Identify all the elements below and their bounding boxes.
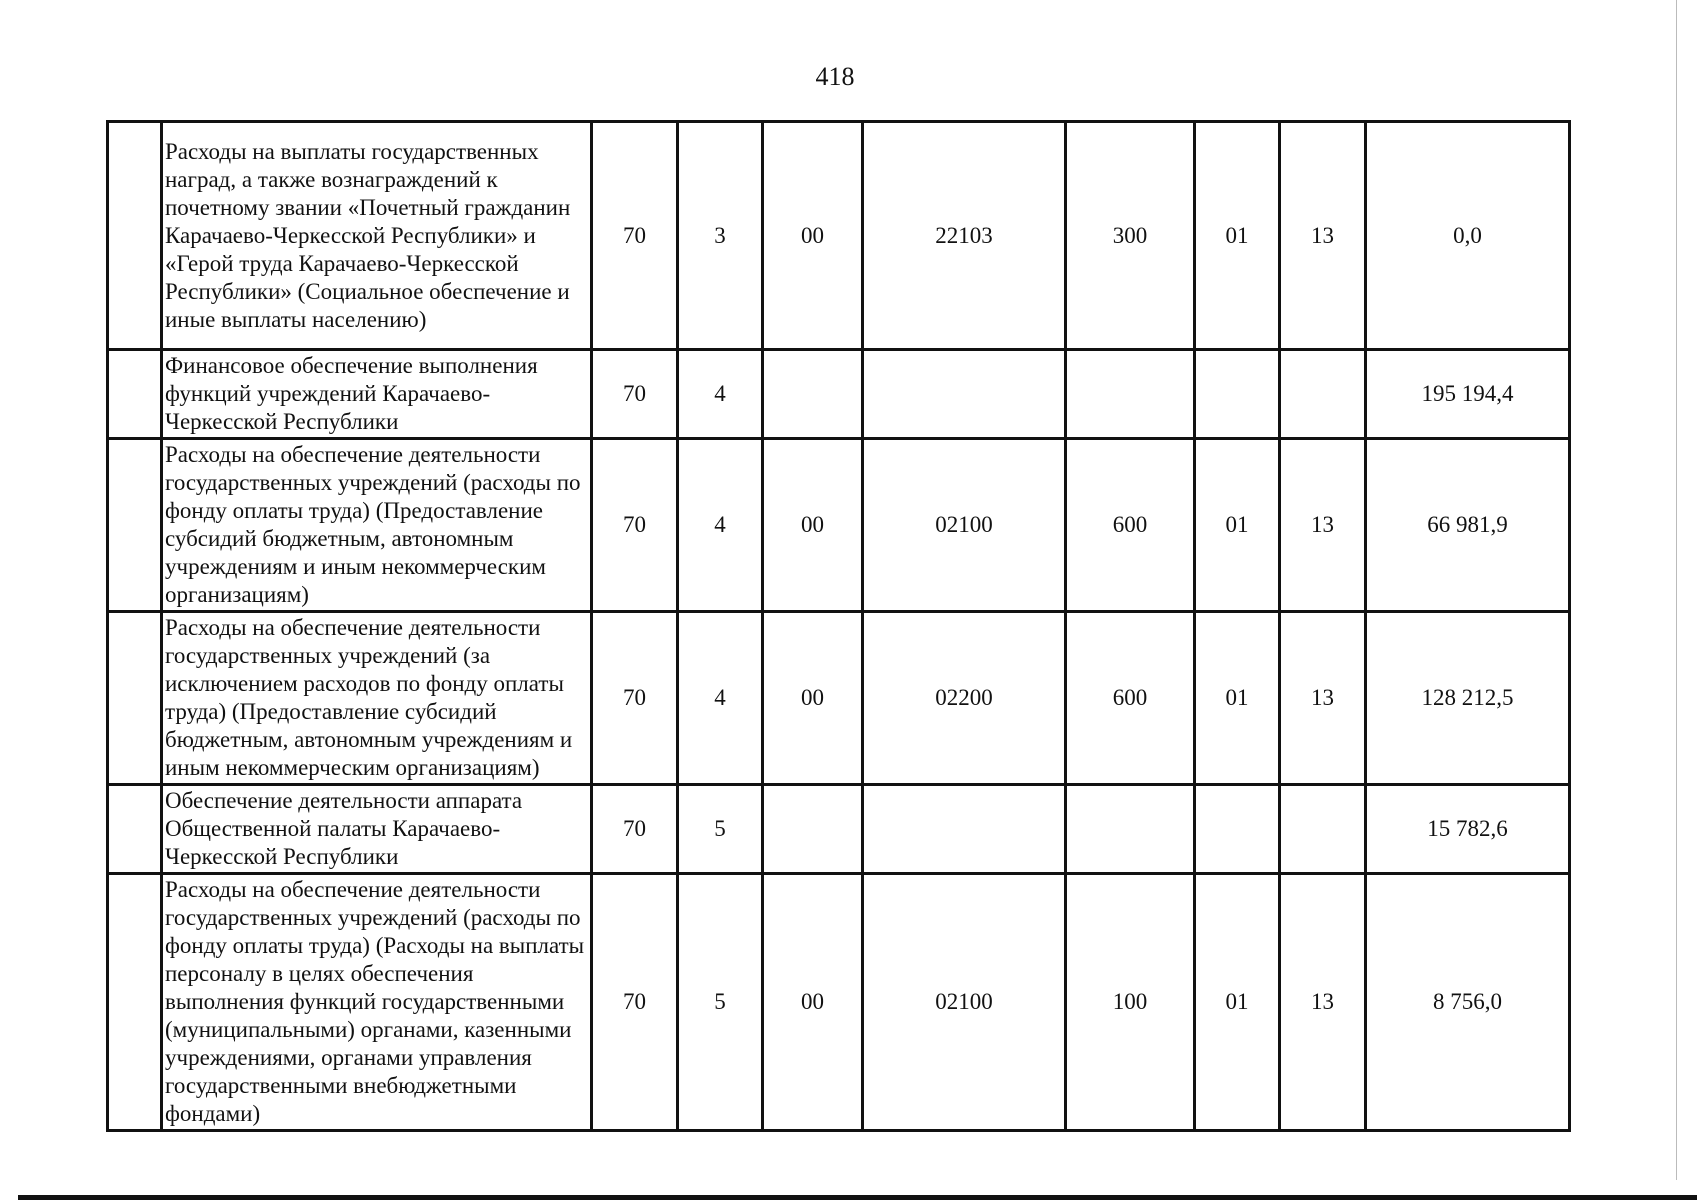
code-cell-1: 70 [592, 785, 678, 874]
index-cell [108, 122, 162, 350]
code-cell-7: 13 [1280, 439, 1366, 612]
code-cell-3: 00 [763, 439, 863, 612]
code-cell-4 [863, 350, 1066, 439]
table-row [108, 122, 1570, 350]
code-cell-1: 70 [592, 439, 678, 612]
code-cell-7 [1280, 350, 1366, 439]
code-cell-5: 600 [1066, 439, 1195, 612]
code-cell-4: 02100 [863, 439, 1066, 612]
amount-cell: 66 981,9 [1366, 439, 1570, 612]
amount-cell: 128 212,5 [1366, 612, 1570, 785]
table-row [108, 612, 1570, 785]
table-row [108, 785, 1570, 874]
page-number: 418 [815, 62, 855, 91]
code-cell-5: 300 [1066, 122, 1195, 350]
code-cell-6: 01 [1195, 122, 1280, 350]
amount-cell: 15 782,6 [1366, 785, 1570, 874]
code-cell-6 [1195, 785, 1280, 874]
code-cell-5: 600 [1066, 612, 1195, 785]
index-cell [108, 439, 162, 612]
table-row [108, 350, 1570, 439]
code-cell-3: 00 [763, 612, 863, 785]
code-cell-4: 02200 [863, 612, 1066, 785]
index-cell [108, 612, 162, 785]
description-cell: Расходы на обеспечение деятельности государственных учреждений (за исключением расходов по фонду оплаты труда) (Предоставление субсидий бюджетным, автономным учреждениям и иным некоммерческим организациям) [162, 612, 592, 785]
index-cell [108, 785, 162, 874]
code-cell-7: 13 [1280, 612, 1366, 785]
code-cell-5 [1066, 785, 1195, 874]
code-cell-2: 3 [678, 122, 763, 350]
budget-table [106, 120, 1571, 1132]
description-cell: Расходы на обеспечение деятельности государственных учреждений (расходы по фонду оплаты труда) (Расходы на выплаты персоналу в целях обеспечения выполнения функций государственными (муниципальными) органами, казенными учреждениями, органами управления государственными внебюджетными фондами) [162, 874, 592, 1131]
code-cell-6: 01 [1195, 874, 1280, 1131]
description-cell: Расходы на обеспечение деятельности государственных учреждений (расходы по фонду оплаты труда) (Предоставление субсидий бюджетным, автономным учреждениям и иным некоммерческим организациям) [162, 439, 592, 612]
code-cell-4 [863, 785, 1066, 874]
code-cell-7 [1280, 785, 1366, 874]
description-cell: Расходы на выплаты государственных наград, а также вознаграждений к почетному звании «Почетный гражданин Карачаево-Черкесской Республики» и «Герой труда Карачаево-Черкесской Республики» (Социальное обеспечение и иные выплаты населению) [162, 122, 592, 350]
code-cell-2: 5 [678, 785, 763, 874]
code-cell-1: 70 [592, 122, 678, 350]
code-cell-6 [1195, 350, 1280, 439]
code-cell-1: 70 [592, 874, 678, 1131]
index-cell [108, 350, 162, 439]
code-cell-4: 02100 [863, 874, 1066, 1131]
code-cell-2: 4 [678, 612, 763, 785]
code-cell-3 [763, 785, 863, 874]
amount-cell: 0,0 [1366, 122, 1570, 350]
table-row [108, 439, 1570, 612]
description-cell: Обеспечение деятельности аппарата Общественной палаты Карачаево-Черкесской Республики [162, 785, 592, 874]
code-cell-1: 70 [592, 350, 678, 439]
code-cell-2: 4 [678, 439, 763, 612]
code-cell-3 [763, 350, 863, 439]
code-cell-2: 4 [678, 350, 763, 439]
code-cell-1: 70 [592, 612, 678, 785]
code-cell-5: 100 [1066, 874, 1195, 1131]
amount-cell: 8 756,0 [1366, 874, 1570, 1131]
code-cell-7: 13 [1280, 122, 1366, 350]
code-cell-3: 00 [763, 874, 863, 1131]
amount-cell: 195 194,4 [1366, 350, 1570, 439]
bottom-rule [18, 1195, 1697, 1200]
code-cell-4: 22103 [863, 122, 1066, 350]
code-cell-6: 01 [1195, 612, 1280, 785]
table-row [108, 874, 1570, 1131]
code-cell-7: 13 [1280, 874, 1366, 1131]
code-cell-6: 01 [1195, 439, 1280, 612]
code-cell-3: 00 [763, 122, 863, 350]
description-cell: Финансовое обеспечение выполнения функций учреждений Карачаево-Черкесской Республики [162, 350, 592, 439]
code-cell-2: 5 [678, 874, 763, 1131]
index-cell [108, 874, 162, 1131]
code-cell-5 [1066, 350, 1195, 439]
scan-edge-line [1676, 0, 1677, 1180]
